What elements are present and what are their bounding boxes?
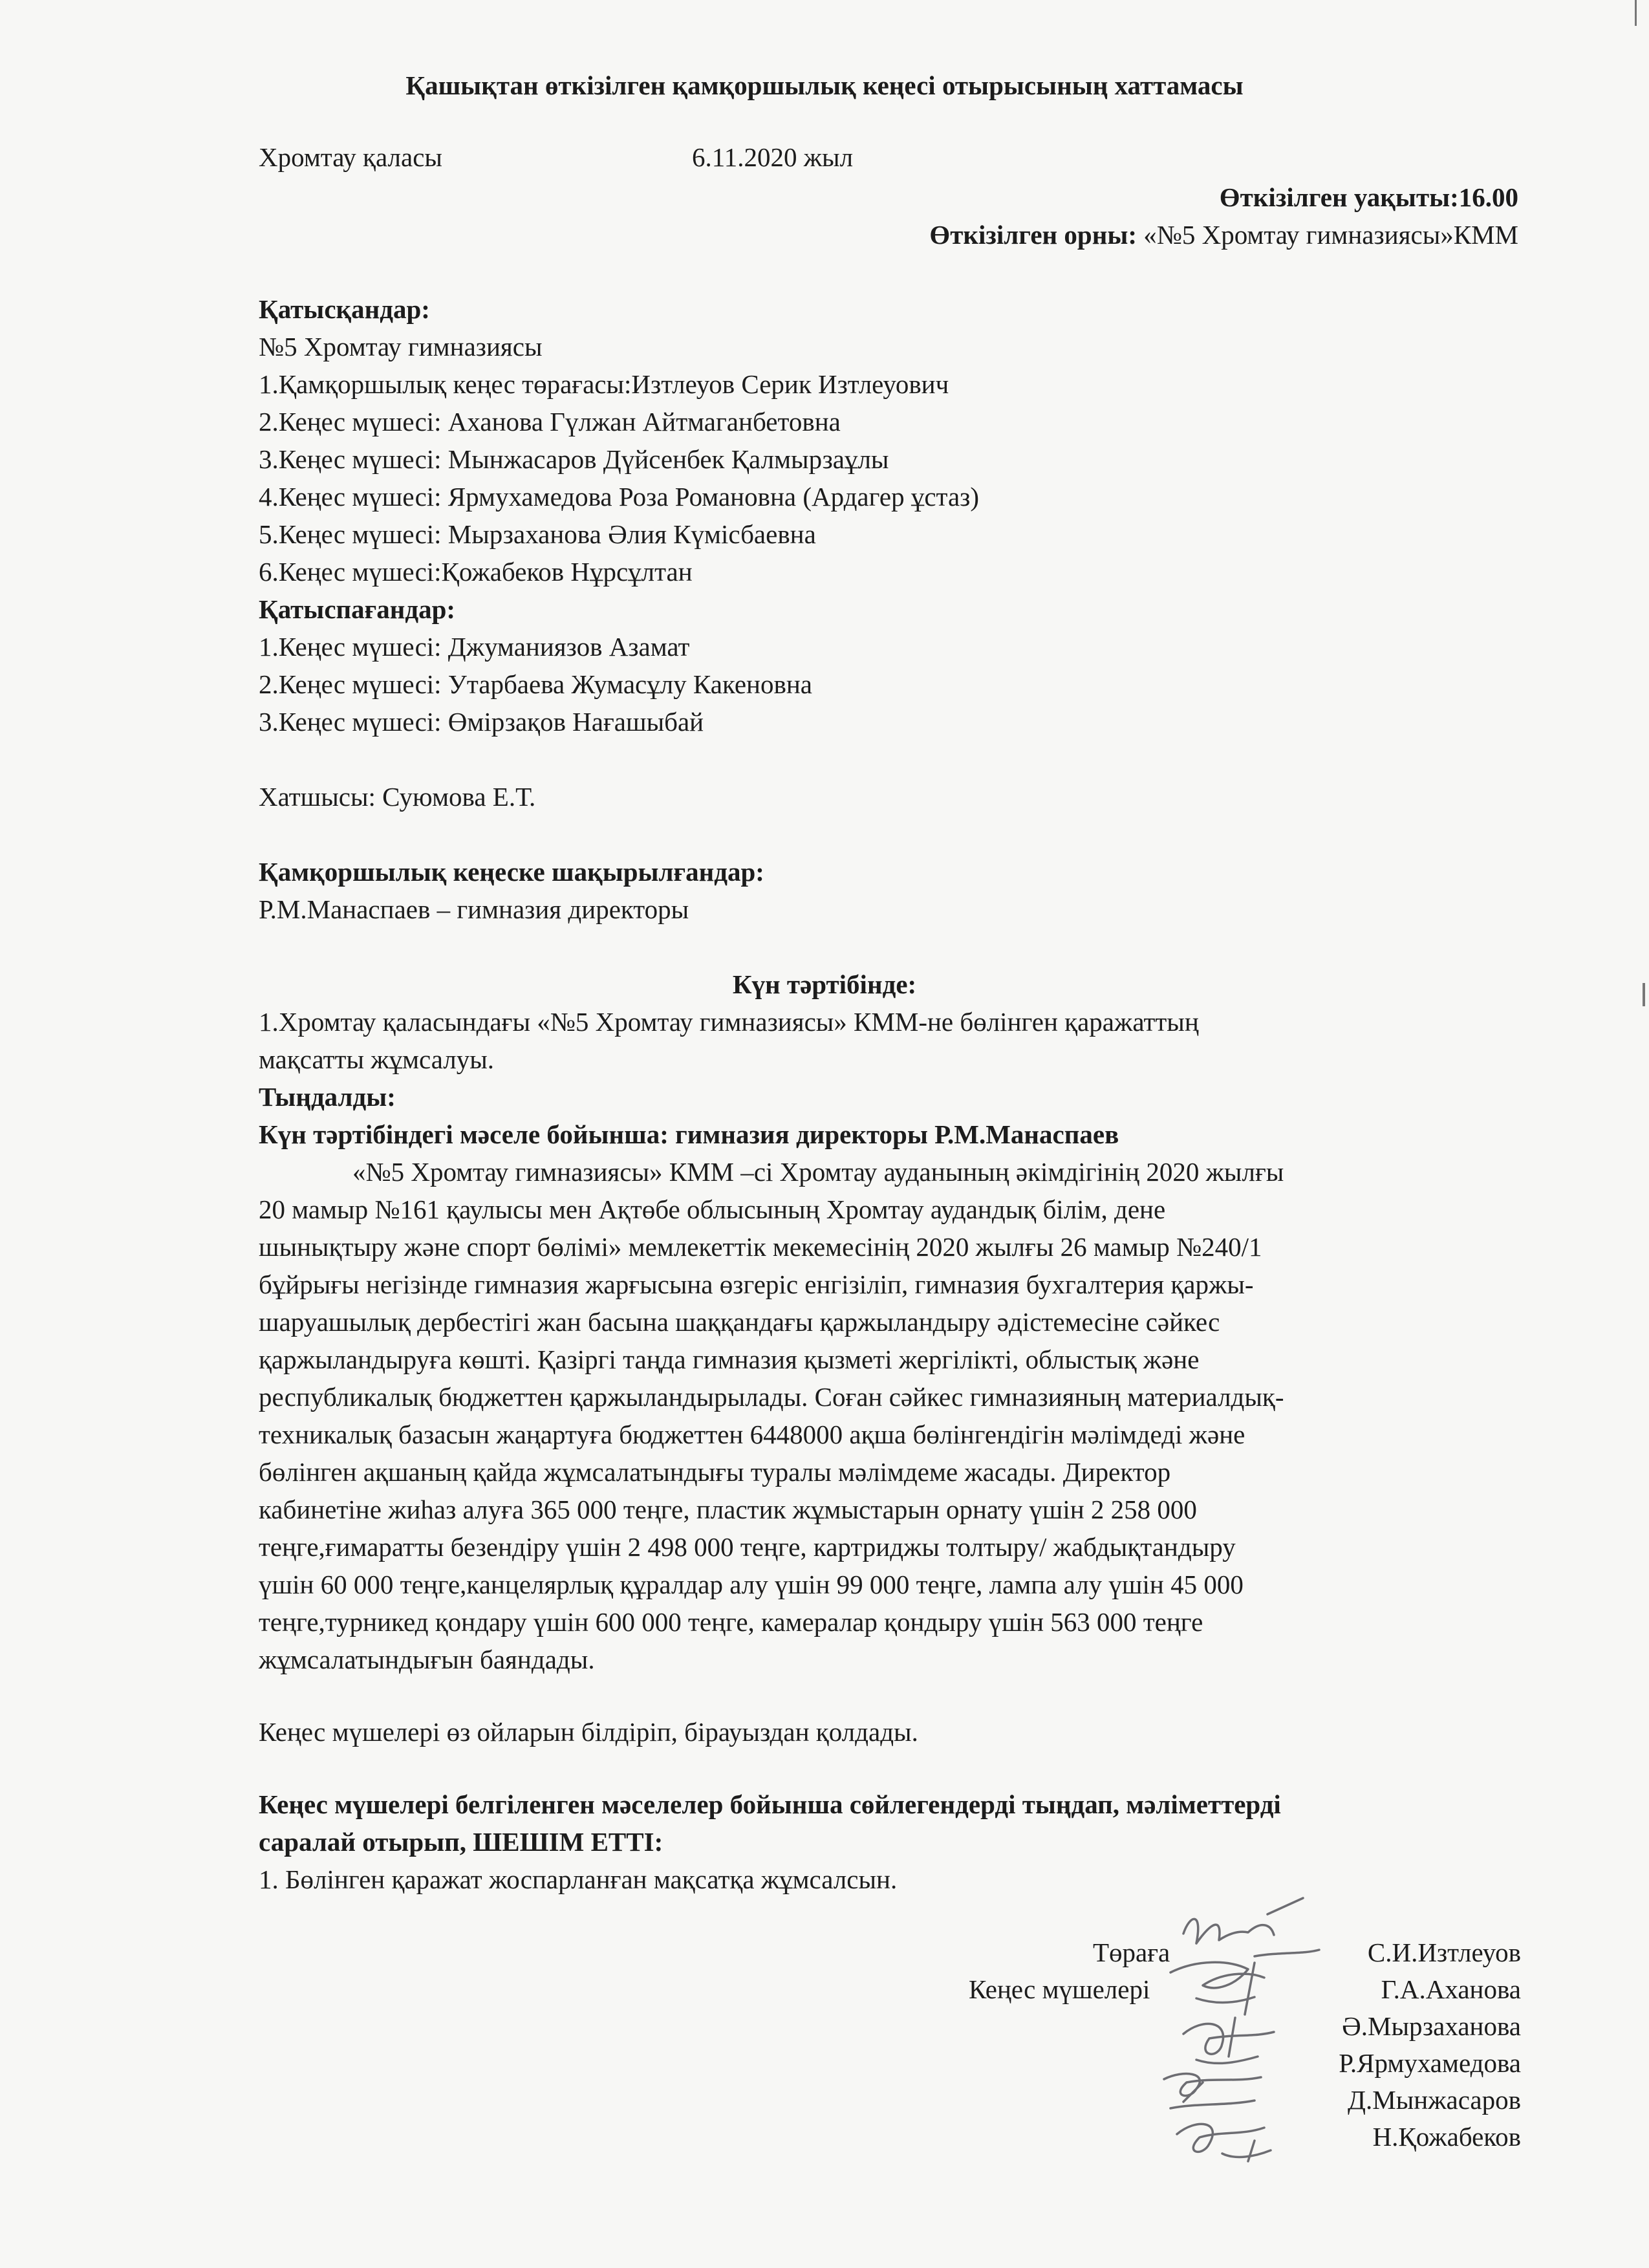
member-name: Г.А.Аханова [1381, 1974, 1521, 2004]
heard-body-line: үшін 60 000 теңге,канцелярлық құралдар алу үшін 99 000 теңге, лампа алу үшін 45 000 [259, 1570, 1244, 1599]
heard-subheading: Күн тәртібіндегі мәселе бойынша: гимназия директоры Р.М.Манаспаев [259, 1119, 1119, 1149]
place-value: «№5 Хромтау гимназиясы»КММ [1136, 220, 1518, 250]
absent-item: 1.Кеңес мүшесі: Джуманиязов Азамат [259, 632, 690, 662]
attendee-item: 2.Кеңес мүшесі: Аханова Гүлжан Айтмаганбетовна [259, 407, 841, 437]
attendee-item: 1.Қамқоршылық кеңес төрағасы:Изтлеуов Серик Изтлеуович [259, 369, 949, 399]
time-line [1220, 182, 1518, 213]
heard-body-line: шынықтыру және спорт бөлімі» мемлекеттік мекемесінің 2020 жылғы 26 мамыр №240/1 [259, 1232, 1262, 1262]
attendee-item: 5.Кеңес мүшесі: Мырзаханова Әлия Күмісбаевна [259, 519, 816, 549]
heard-body-line: бөлінген ақшаның қайда жұмсалатындығы туралы мәлімдеме жасады. Директор [259, 1457, 1171, 1487]
support-line: Кеңес мүшелері өз ойларын білдіріп, бірауыздан қолдады. [259, 1717, 918, 1747]
heard-body-line: республикалық бюджеттен қаржыландырылады. Соған сәйкес гимназияның материалдық- [259, 1382, 1284, 1412]
time-value: 16.00 [1458, 182, 1518, 212]
secretary: Хатшысы: Суюмова Е.Т. [259, 782, 536, 812]
chair-name: С.И.Изтлеуов [1367, 1938, 1521, 1967]
handwritten-signatures [1158, 1895, 1371, 2166]
heard-body-line: техникалық базасын жаңартуға бюджеттен 6448000 ақша бөлінгендігін мәлімдеді және [259, 1420, 1245, 1449]
date: 6.11.2020 жыл [692, 142, 854, 172]
attendees-heading: Қатысқандар: [259, 294, 430, 324]
member-name: Н.Қожабеков [1372, 2122, 1521, 2152]
chair-label: Төраға [1093, 1938, 1170, 1967]
heard-body-line: шаруашылық дербестігі жан басына шаққандағы қаржыландыру әдістемесіне сәйкес [259, 1307, 1220, 1337]
absent-item: 3.Кеңес мүшесі: Өмірзақов Нағашыбай [259, 707, 704, 737]
signature-chair [1183, 1898, 1319, 1956]
signature-member-1 [1170, 1962, 1264, 2014]
heard-body-line: жұмсалатындығын баяндады. [259, 1645, 595, 1674]
member-name: Д.Мынжасаров [1348, 2085, 1521, 2115]
signature-member-4 [1177, 2124, 1271, 2161]
member-name: Р.Ярмухамедова [1339, 2048, 1521, 2078]
heard-body-line: теңге,ғимаратты безендіру үшін 2 498 000 теңге, картриджы толтыру/ жабдықтандыру [259, 1532, 1236, 1562]
member-name: Ә.Мырзаханова [1342, 2011, 1521, 2041]
heard-body-line: кабинетіне жиһаз алуға 365 000 теңге, пластик жұмыстарын орнату үшін 2 258 000 [259, 1495, 1197, 1524]
attendees-school: №5 Хромтау гимназиясы [259, 332, 543, 362]
attendee-item: 6.Кеңес мүшесі:Қожабеков Нұрсұлтан [259, 557, 693, 587]
absent-item: 2.Кеңес мүшесі: Утарбаева Жумасұлу Какеновна [259, 669, 812, 699]
agenda-item-line2: мақсатты жұмсалуы. [259, 1044, 495, 1074]
signature-member-3 [1164, 2074, 1261, 2108]
heard-body-line: 20 мамыр №161 қаулысы мен Ақтөбе облысының Хромтау аудандық білім, дене [259, 1194, 1166, 1224]
attendee-item: 4.Кеңес мүшесі: Ярмухамедова Роза Романовна (Ардагер ұстаз) [259, 482, 980, 512]
agenda-heading: Күн тәртібінде: [732, 969, 917, 999]
members-label: Кеңес мүшелері [969, 1974, 1150, 2004]
city: Хромтау қаласы [259, 142, 442, 172]
heard-body-line: бұйрығы негізінде гимназия жарғысына өзгеріс енгізіліп, гимназия бухгалтерия қаржы- [259, 1269, 1254, 1299]
time-label: Өткізілген уақыты: [1219, 182, 1459, 212]
document-title: Қашықтан өткізілген қамқоршылық кеңесі отырысының хаттамасы [405, 70, 1244, 100]
decision-heading-line1: Кеңес мүшелері белгіленген мәселелер бойынша сөйлегендерді тыңдап, мәліметтерді [259, 1789, 1281, 1819]
agenda-item-line1: 1.Хромтау қаласындағы «№5 Хромтау гимназиясы» КММ-не бөлінген қаражаттың [259, 1007, 1199, 1037]
absent-heading: Қатыспағандар: [259, 594, 456, 624]
place-line [929, 220, 1518, 250]
heard-body-line: «№5 Хромтау гимназиясы» КММ –сі Хромтау ауданының әкімдігінің 2020 жылғы [352, 1157, 1284, 1187]
heard-body-line: теңге,турникед қондару үшін 600 000 теңге, камералар қондыру үшін 563 000 теңге [259, 1607, 1203, 1637]
invited-item: Р.М.Манаспаев – гимназия директоры [259, 894, 689, 924]
decision-item: 1. Бөлінген қаражат жоспарланған мақсатқа жұмсалсын. [259, 1864, 898, 1894]
scan-edge-mark [1643, 983, 1645, 1006]
signature-member-2 [1183, 2018, 1274, 2063]
decision-heading-line2: саралай отырып, ШЕШІМ ЕТТІ: [259, 1827, 663, 1857]
heard-heading: Тыңдалды: [259, 1082, 396, 1112]
place-label: Өткізілген орны: [929, 220, 1137, 250]
scan-edge-mark [1635, 0, 1637, 26]
invited-heading: Қамқоршылық кеңеске шақырылғандар: [259, 857, 764, 887]
attendee-item: 3.Кеңес мүшесі: Мынжасаров Дүйсенбек Қалмырзаұлы [259, 444, 889, 474]
heard-body-line: қаржыландыруға көшті. Қазіргі таңда гимназия қызметі жергілікті, облыстық және [259, 1345, 1200, 1374]
